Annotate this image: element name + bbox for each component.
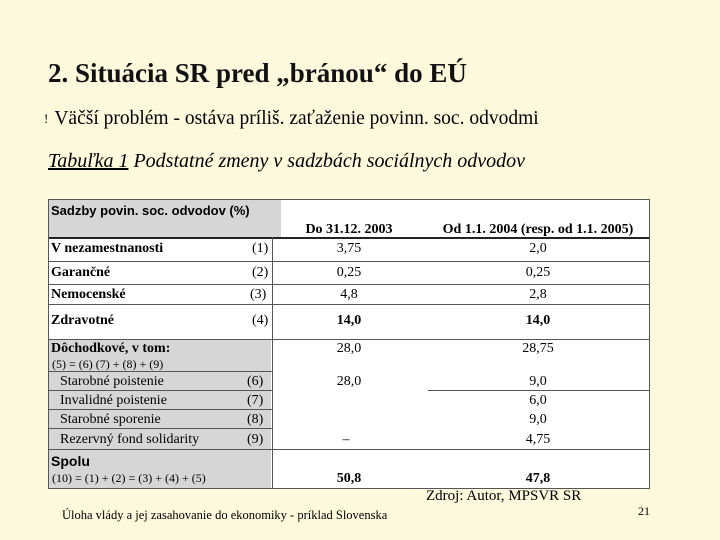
table-border-left	[48, 199, 49, 489]
row-divider	[428, 390, 650, 391]
column-header-2004: Od 1.1. 2004 (resp. od 1.1. 2005)	[442, 222, 634, 237]
row-label: Invalidné poistenie	[60, 393, 167, 408]
value-2003: 28,0	[336, 374, 362, 389]
value-2004: 2,8	[529, 287, 547, 302]
value-2003: 4,8	[340, 287, 358, 302]
value-2004: 2,0	[529, 241, 547, 256]
column-header-2003: Do 31.12. 2003	[305, 222, 393, 237]
value-2004: 28,75	[522, 341, 554, 356]
row-label: Spolu	[51, 453, 90, 469]
table-caption	[48, 150, 525, 173]
row-label: Garančné	[51, 265, 111, 280]
slide-footer: Úloha vlády a jej zasahovanie do ekonomiky - príklad Slovenska	[62, 508, 388, 522]
row-label: V nezamestnanosti	[51, 241, 164, 256]
row-code: (8)	[247, 412, 264, 427]
row-label: Rezervný fond solidarity	[60, 432, 200, 447]
value-2004: 9,0	[529, 374, 547, 389]
row-divider	[48, 237, 650, 239]
value-2003: 0,25	[336, 265, 362, 280]
row-divider	[48, 449, 650, 450]
value-2004: 14,0	[525, 313, 551, 328]
row-divider	[48, 409, 272, 410]
bullet-mark-icon: !	[44, 111, 49, 126]
value-2003: –	[342, 432, 350, 447]
row-label: Zdravotné	[51, 313, 114, 328]
row-divider	[48, 284, 650, 285]
source-note: Zdroj: Autor, MPSVR SR	[426, 488, 582, 504]
row-formula: (5) = (6) (7) + (8) + (9)	[52, 357, 164, 371]
row-code: (2)	[252, 265, 269, 280]
value-2004: 9,0	[529, 412, 547, 427]
value-2004: 4,75	[525, 432, 551, 447]
value-2003: 50,8	[336, 471, 362, 486]
row-code: (7)	[247, 393, 264, 408]
row-formula: (10) = (1) + (2) = (3) + (4) + (5)	[52, 471, 206, 485]
header-label: Sadzby povin. soc. odvodov (%)	[51, 203, 250, 218]
row-code: (9)	[247, 432, 264, 447]
caption-text: Podstatné zmeny v sadzbách sociálnych odvodov	[128, 150, 526, 172]
value-2004: 47,8	[525, 471, 551, 486]
value-2003: 14,0	[336, 313, 362, 328]
table-border-right	[649, 199, 650, 489]
row-code: (3)	[250, 287, 267, 302]
row-divider	[48, 261, 650, 262]
table-border-top	[48, 199, 650, 200]
row-label: Nemocenské	[51, 287, 126, 302]
bullet-text: Väčší problém - ostáva príliš. zaťaženie povinn. soc. odvodmi	[54, 108, 539, 129]
row-code: (1)	[252, 241, 269, 256]
page-number: 21	[638, 504, 650, 518]
row-divider	[48, 371, 272, 372]
row-code: (6)	[247, 374, 264, 389]
slide-title: 2. Situácia SR pred „bránou“ do EÚ	[48, 58, 467, 88]
column-divider	[272, 237, 273, 489]
row-divider	[48, 390, 272, 391]
row-divider	[48, 304, 650, 305]
row-divider	[48, 339, 650, 340]
bullet-point	[44, 108, 539, 130]
value-2003: 3,75	[336, 241, 362, 256]
value-2003: 28,0	[336, 341, 362, 356]
row-code: (4)	[252, 313, 269, 328]
value-2004: 6,0	[529, 393, 547, 408]
row-label: Starobné poistenie	[60, 374, 164, 389]
contribution-rates-table	[48, 199, 650, 489]
row-label: Dôchodkové, v tom:	[51, 341, 171, 356]
value-2004: 0,25	[525, 265, 551, 280]
caption-prefix: Tabuľka 1	[48, 150, 129, 172]
row-label: Starobné sporenie	[60, 412, 161, 427]
row-divider	[48, 428, 272, 429]
